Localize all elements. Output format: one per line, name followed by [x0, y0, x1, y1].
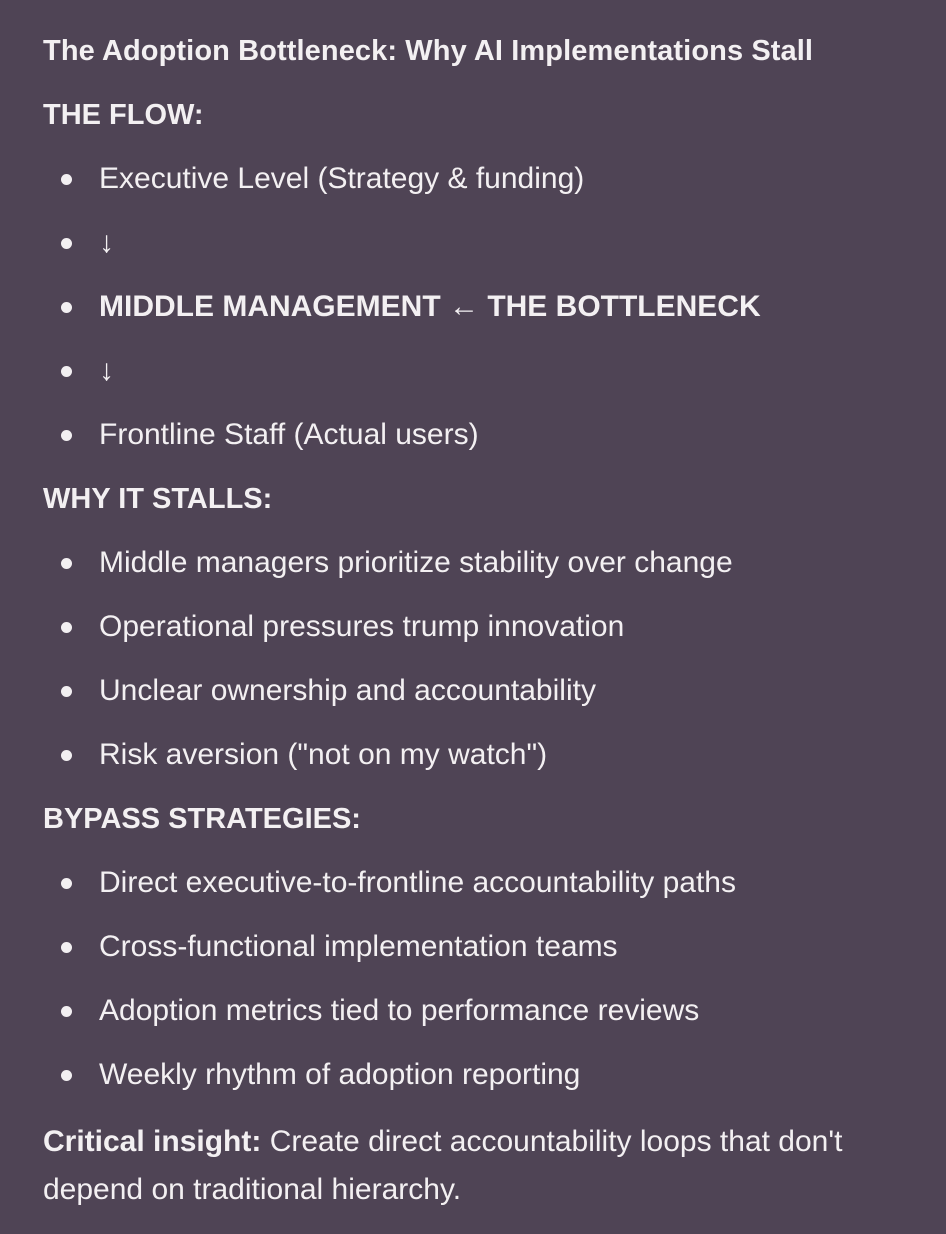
list-item — [43, 542, 906, 584]
list-item — [43, 670, 906, 712]
section-heading-bypass: BYPASS STRATEGIES: — [43, 803, 361, 835]
list-item — [43, 862, 906, 904]
insight-text: Create direct accountability loops that don't depend on traditional hierarchy. — [43, 1125, 843, 1206]
list-item-bottleneck — [43, 286, 906, 328]
bullet-icon — [61, 174, 72, 185]
insight-label: Critical insight: — [43, 1125, 262, 1158]
list-item — [43, 350, 906, 392]
bullet-icon — [61, 366, 72, 377]
stalls-list — [43, 542, 906, 776]
bullet-icon — [61, 750, 72, 761]
list-item — [43, 222, 906, 264]
down-arrow-icon: ↓ — [99, 354, 114, 387]
bullet-icon — [61, 1070, 72, 1081]
bullet-icon — [61, 686, 72, 697]
down-arrow-icon: ↓ — [99, 226, 114, 259]
list-item-text: Weekly rhythm of adoption reporting — [99, 1058, 581, 1091]
list-item-text: Executive Level (Strategy & funding) — [99, 162, 585, 195]
list-item — [43, 606, 906, 648]
bullet-icon — [61, 430, 72, 441]
document-title: The Adoption Bottleneck: Why AI Implementations Stall — [43, 35, 814, 67]
list-item-text: Unclear ownership and accountability — [99, 674, 596, 707]
critical-insight-paragraph — [43, 1118, 883, 1214]
list-item — [43, 414, 906, 456]
list-item-text: Adoption metrics tied to performance reviews — [99, 994, 700, 1027]
list-item — [43, 1054, 906, 1096]
list-item-text: Direct executive-to-frontline accountability paths — [99, 866, 736, 899]
list-item-text: Frontline Staff (Actual users) — [99, 418, 479, 451]
list-item-text: Middle managers prioritize stability over change — [99, 546, 733, 579]
bullet-icon — [61, 1006, 72, 1017]
section-heading-flow: THE FLOW: — [43, 99, 204, 131]
list-item — [43, 158, 906, 200]
flow-list — [43, 158, 906, 456]
list-item-text: Operational pressures trump innovation — [99, 610, 625, 643]
list-item — [43, 990, 906, 1032]
list-item — [43, 734, 906, 776]
bullet-icon — [61, 558, 72, 569]
list-item-text: Risk aversion ("not on my watch") — [99, 738, 548, 771]
list-item-text: MIDDLE MANAGEMENT ← THE BOTTLENECK — [99, 290, 761, 323]
list-item-text: Cross-functional implementation teams — [99, 930, 618, 963]
section-heading-stalls: WHY IT STALLS: — [43, 483, 273, 515]
bypass-list — [43, 862, 906, 1096]
bullet-icon — [61, 238, 72, 249]
bullet-icon — [61, 622, 72, 633]
bullet-icon — [61, 942, 72, 953]
bullet-icon — [61, 302, 72, 313]
list-item — [43, 926, 906, 968]
bullet-icon — [61, 878, 72, 889]
